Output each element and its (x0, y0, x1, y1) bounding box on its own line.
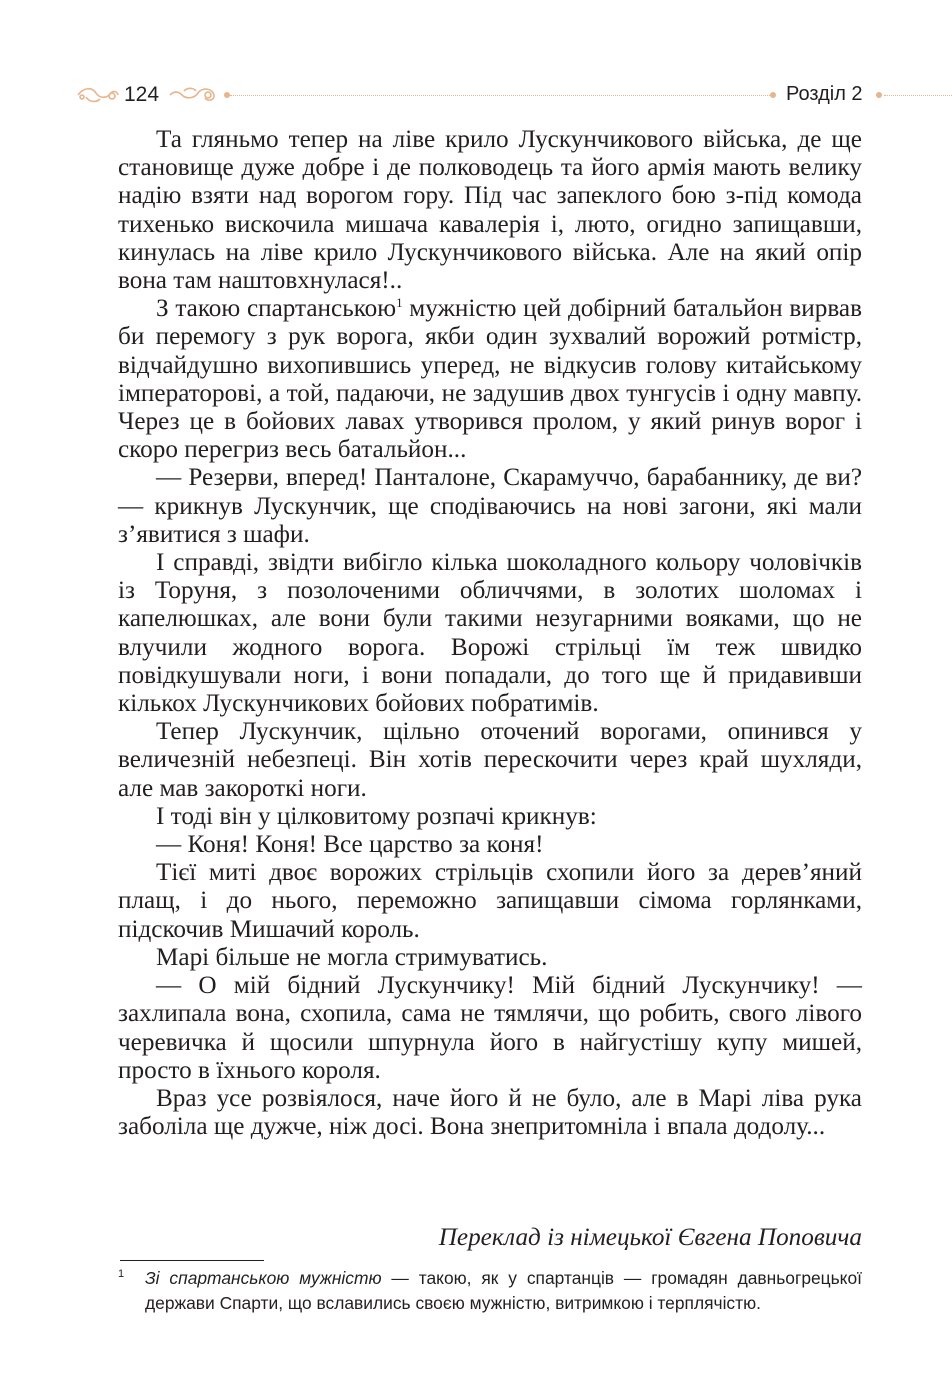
header-rule (230, 95, 770, 96)
paragraph: Тепер Лускунчик, щільно оточений ворогами, опинився у величезній небезпеці. Він хотів перескочити через край шухляди, але мав закороткі ноги. (118, 718, 862, 802)
paragraph: Та гляньмо тепер на ліве крило Лускунчикового війська, де ще становище дуже добре і де полководець та його армія мають велику надію взяти над ворогом гору. Під час запеклого бою з-під комода тихенько вискочила мишача кавалерія і, люто, огидно запищавши, кинулась на ліве крило Лускунчикового війська. Але на який опір вона там наштовхнулася!.. (118, 126, 862, 295)
paragraph: І справді, звідти вибігло кілька шоколадного кольору чоловічків із Торуня, з позолоченими обличчями, в золотих шоломах і капелюшках, але вони були такими незугарними вояками, що не влучили жодного ворога. Ворожі стрільці їм теж швидко повідкушували ноги, і вони попадали, до того ще й придавивши кількох Лускунчикових бойових побратимів. (118, 549, 862, 718)
story-text (118, 126, 862, 1141)
paragraph: Враз усе розвіялося, наче його й не було, але в Марі ліва рука заболіла ще дужче, ніж досі. Вона знепритомніла і впала додолу... (118, 1084, 862, 1141)
footnote-term: Зі спартанською мужністю (145, 1268, 382, 1288)
rule-dot (876, 92, 882, 98)
footnote-text: — такою, як у спартанців — громадян давньогрецької держави Спарти, що вславились своєю мужністю, витримкою і терплячістю. (145, 1268, 862, 1313)
footnote-body (118, 1266, 862, 1316)
paragraph-text: З такою спартанською (156, 295, 397, 323)
paragraph: — Резерви, вперед! Панталоне, Скарамуччо, барабаннику, де ви? — крикнув Лускунчик, ще сподіваючись на нові загони, які мали з’явитися з шафи. (118, 464, 862, 548)
translation-credit: Переклад із німецької Євгена Поповича (438, 1224, 862, 1251)
footnote (118, 1266, 862, 1316)
header-rule (884, 95, 952, 96)
page-header (0, 76, 952, 116)
paragraph (118, 295, 862, 464)
rule-dot (770, 92, 776, 98)
paragraph: І тоді він у цілковитому розпачі крикнув: (156, 802, 597, 830)
footnote-marker: 1 (118, 1268, 125, 1280)
paragraph: — О мій бідний Лускунчику! Мій бідний Лускунчику! — захлипала вона, схопила, сама не тямлячи, що робить, свого лівого черевичка й щосили шпурнула його в найгустішу купу мишей, просто в їхнього короля. (118, 972, 862, 1084)
right-scroll-ornament-icon (168, 85, 218, 105)
page-number: 124 (124, 83, 160, 106)
paragraph: Тієї миті двоє ворожих стрільців схопили його за дерев’яний плащ, і до нього, переможно запищавши сімома горлянками, підскочив Мишачий король. (118, 859, 862, 943)
footnote-divider (120, 1260, 264, 1261)
paragraph-text: мужністю цей добірний батальйон вирвав би перемогу з рук ворога, якби один зухвалий ворожий ротмістр, відчайдушно вихопившись уперед, не відкусив голову китайському імператорові, а той, падаючи, не задушив двох тунгусів і одну мавпу. Через це в бойових лавах утворився пролом, у який ринув ворог і скоро перегриз весь батальйон... (118, 295, 862, 464)
footnote-reference[interactable]: 1 (396, 295, 403, 311)
paragraph: Марі більше не могла стримуватись. (156, 943, 548, 971)
left-scroll-ornament-icon (76, 85, 120, 105)
paragraph: — Коня! Коня! Все царство за коня! (156, 831, 544, 859)
section-title: Розділ 2 (786, 83, 863, 105)
